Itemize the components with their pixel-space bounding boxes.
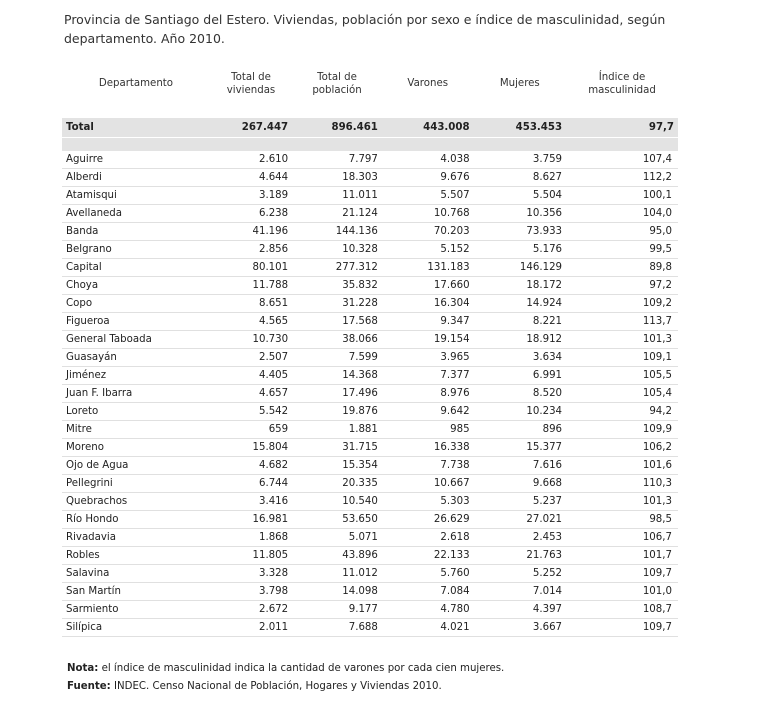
- viviendas-cell: 4.565: [210, 313, 292, 331]
- indice-cell: 101,6: [566, 457, 678, 475]
- viviendas-cell: 2.507: [210, 349, 292, 367]
- mujeres-cell: 10.234: [474, 403, 566, 421]
- table-row: [62, 457, 678, 475]
- table-row: [62, 295, 678, 313]
- table-row: [62, 403, 678, 421]
- header-row: [62, 61, 678, 106]
- varones-cell: 17.660: [382, 277, 474, 295]
- poblacion-cell: 14.098: [292, 583, 382, 601]
- poblacion-cell: 7.599: [292, 349, 382, 367]
- header-line: Total de: [317, 71, 357, 83]
- table-row: [62, 583, 678, 601]
- poblacion-cell: 5.071: [292, 529, 382, 547]
- table-row: [62, 475, 678, 493]
- viviendas-cell: 8.651: [210, 295, 292, 313]
- table-row: [62, 205, 678, 223]
- departamento-cell: Juan F. Ibarra: [62, 385, 210, 403]
- mujeres-cell: 7.616: [474, 457, 566, 475]
- indice-cell: 105,4: [566, 385, 678, 403]
- viviendas-cell: 80.101: [210, 259, 292, 277]
- departamento-cell: Alberdi: [62, 169, 210, 187]
- source-line: [67, 678, 504, 696]
- departamento-cell: Río Hondo: [62, 511, 210, 529]
- departamento-cell: Mitre: [62, 421, 210, 439]
- departamento-cell: Aguirre: [62, 151, 210, 169]
- varones-cell: 2.618: [382, 529, 474, 547]
- varones-cell: 7.738: [382, 457, 474, 475]
- varones-cell: 5.303: [382, 493, 474, 511]
- indice-cell: 104,0: [566, 205, 678, 223]
- viviendas-cell: 4.405: [210, 367, 292, 385]
- varones-cell: 16.304: [382, 295, 474, 313]
- mujeres-cell: 7.014: [474, 583, 566, 601]
- viviendas-cell: 2.672: [210, 601, 292, 619]
- departamento-cell: Guasayán: [62, 349, 210, 367]
- varones-cell: 131.183: [382, 259, 474, 277]
- header-total-poblacion: [292, 61, 382, 106]
- poblacion-cell: 43.896: [292, 547, 382, 565]
- indice-cell: 97,2: [566, 277, 678, 295]
- table-row: [62, 169, 678, 187]
- viviendas-cell: 6.744: [210, 475, 292, 493]
- table-row: [62, 349, 678, 367]
- varones-cell: 5.507: [382, 187, 474, 205]
- table-row: [62, 493, 678, 511]
- viviendas-cell: 2.011: [210, 619, 292, 637]
- indice-cell: 109,1: [566, 349, 678, 367]
- mujeres-cell: 10.356: [474, 205, 566, 223]
- indice-cell: 106,7: [566, 529, 678, 547]
- mujeres-cell: 2.453: [474, 529, 566, 547]
- varones-cell: 7.377: [382, 367, 474, 385]
- table-row: [62, 151, 678, 169]
- indice-cell: 110,3: [566, 475, 678, 493]
- viviendas-cell: 5.542: [210, 403, 292, 421]
- varones-cell: 10.667: [382, 475, 474, 493]
- indice-cell: 109,7: [566, 619, 678, 637]
- varones-cell: 19.154: [382, 331, 474, 349]
- poblacion-cell: 17.568: [292, 313, 382, 331]
- poblacion-cell: 31.228: [292, 295, 382, 313]
- viviendas-cell: 6.238: [210, 205, 292, 223]
- departamento-cell: Pellegrini: [62, 475, 210, 493]
- poblacion-cell: 1.881: [292, 421, 382, 439]
- poblacion-cell: 20.335: [292, 475, 382, 493]
- header-varones: Varones: [407, 78, 449, 89]
- table-row: [62, 565, 678, 583]
- indice-cell: 94,2: [566, 403, 678, 421]
- indice-cell: 107,4: [566, 151, 678, 169]
- table-row: [62, 385, 678, 403]
- mujeres-cell: 5.252: [474, 565, 566, 583]
- mujeres-cell: 18.172: [474, 277, 566, 295]
- varones-cell: 4.021: [382, 619, 474, 637]
- poblacion-cell: 10.328: [292, 241, 382, 259]
- viviendas-cell: 4.682: [210, 457, 292, 475]
- varones-cell: 4.038: [382, 151, 474, 169]
- poblacion-cell: 17.496: [292, 385, 382, 403]
- header-line: Índice de: [598, 71, 646, 83]
- viviendas-cell: 3.189: [210, 187, 292, 205]
- header-indice-masculinidad: [566, 61, 678, 106]
- table-row: [62, 601, 678, 619]
- header-total-viviendas: [210, 61, 292, 106]
- poblacion-cell: 11.011: [292, 187, 382, 205]
- departamento-cell: Atamisqui: [62, 187, 210, 205]
- viviendas-cell: 41.196: [210, 223, 292, 241]
- indice-cell: 113,7: [566, 313, 678, 331]
- mujeres-cell: 8.627: [474, 169, 566, 187]
- indice-cell: 101,0: [566, 583, 678, 601]
- mujeres-cell: 8.221: [474, 313, 566, 331]
- mujeres-cell: 3.759: [474, 151, 566, 169]
- departamento-cell: Jiménez: [62, 367, 210, 385]
- varones-cell: 5.152: [382, 241, 474, 259]
- departamento-cell: Moreno: [62, 439, 210, 457]
- varones-cell: 9.347: [382, 313, 474, 331]
- table-row: [62, 313, 678, 331]
- departamento-cell: Ojo de Agua: [62, 457, 210, 475]
- poblacion-cell: 7.797: [292, 151, 382, 169]
- varones-cell: 26.629: [382, 511, 474, 529]
- table-row: [62, 529, 678, 547]
- note-label: Nota:: [67, 663, 99, 674]
- departamento-cell: Avellaneda: [62, 205, 210, 223]
- indice-cell: 101,3: [566, 493, 678, 511]
- varones-cell: 3.965: [382, 349, 474, 367]
- table-row: [62, 259, 678, 277]
- table-row: [62, 367, 678, 385]
- total-poblacion: 896.461: [292, 118, 382, 138]
- mujeres-cell: 5.237: [474, 493, 566, 511]
- indice-cell: 100,1: [566, 187, 678, 205]
- mujeres-cell: 5.504: [474, 187, 566, 205]
- indice-cell: 112,2: [566, 169, 678, 187]
- indice-cell: 105,5: [566, 367, 678, 385]
- indice-cell: 99,5: [566, 241, 678, 259]
- table-row: [62, 277, 678, 295]
- viviendas-cell: 2.856: [210, 241, 292, 259]
- total-indice: 97,7: [566, 118, 678, 138]
- viviendas-cell: 11.788: [210, 277, 292, 295]
- viviendas-cell: 4.644: [210, 169, 292, 187]
- indice-cell: 109,9: [566, 421, 678, 439]
- viviendas-cell: 659: [210, 421, 292, 439]
- table-row: [62, 439, 678, 457]
- departamento-cell: Copo: [62, 295, 210, 313]
- table-row: [62, 511, 678, 529]
- mujeres-cell: 6.991: [474, 367, 566, 385]
- varones-cell: 22.133: [382, 547, 474, 565]
- indice-cell: 108,7: [566, 601, 678, 619]
- indice-cell: 101,7: [566, 547, 678, 565]
- indice-cell: 101,3: [566, 331, 678, 349]
- mujeres-cell: 27.021: [474, 511, 566, 529]
- table-row: [62, 619, 678, 637]
- table-row: [62, 421, 678, 439]
- poblacion-cell: 18.303: [292, 169, 382, 187]
- total-row: [62, 118, 678, 138]
- total-varones: 443.008: [382, 118, 474, 138]
- departamento-cell: Rivadavia: [62, 529, 210, 547]
- departamento-cell: Capital: [62, 259, 210, 277]
- poblacion-cell: 21.124: [292, 205, 382, 223]
- poblacion-cell: 15.354: [292, 457, 382, 475]
- table-title: Provincia de Santiago del Estero. Viviendas, población por sexo e índice de masculinidad, según departamento. Año 2010.: [64, 12, 666, 46]
- varones-cell: 10.768: [382, 205, 474, 223]
- indice-cell: 109,7: [566, 565, 678, 583]
- departamento-cell: Silípica: [62, 619, 210, 637]
- mujeres-cell: 9.668: [474, 475, 566, 493]
- varones-cell: 70.203: [382, 223, 474, 241]
- table-row: [62, 547, 678, 565]
- viviendas-cell: 3.798: [210, 583, 292, 601]
- varones-cell: 4.780: [382, 601, 474, 619]
- total-mujeres: 453.453: [474, 118, 566, 138]
- varones-cell: 8.976: [382, 385, 474, 403]
- viviendas-cell: 10.730: [210, 331, 292, 349]
- poblacion-cell: 277.312: [292, 259, 382, 277]
- poblacion-cell: 10.540: [292, 493, 382, 511]
- mujeres-cell: 15.377: [474, 439, 566, 457]
- poblacion-cell: 31.715: [292, 439, 382, 457]
- mujeres-cell: 4.397: [474, 601, 566, 619]
- viviendas-cell: 3.328: [210, 565, 292, 583]
- source-label: Fuente:: [67, 681, 111, 692]
- footnotes: [67, 660, 504, 696]
- viviendas-cell: 16.981: [210, 511, 292, 529]
- departamento-cell: Belgrano: [62, 241, 210, 259]
- data-table: [62, 61, 678, 637]
- viviendas-cell: 3.416: [210, 493, 292, 511]
- departamento-cell: Loreto: [62, 403, 210, 421]
- mujeres-cell: 18.912: [474, 331, 566, 349]
- indice-cell: 98,5: [566, 511, 678, 529]
- mujeres-cell: 73.933: [474, 223, 566, 241]
- mujeres-cell: 146.129: [474, 259, 566, 277]
- mujeres-cell: 8.520: [474, 385, 566, 403]
- varones-cell: 16.338: [382, 439, 474, 457]
- poblacion-cell: 38.066: [292, 331, 382, 349]
- poblacion-cell: 144.136: [292, 223, 382, 241]
- total-viviendas: 267.447: [210, 118, 292, 138]
- varones-cell: 5.760: [382, 565, 474, 583]
- poblacion-cell: 35.832: [292, 277, 382, 295]
- indice-cell: 89,8: [566, 259, 678, 277]
- indice-cell: 106,2: [566, 439, 678, 457]
- varones-cell: 985: [382, 421, 474, 439]
- departamento-cell: San Martín: [62, 583, 210, 601]
- header-line: Total de: [231, 71, 271, 83]
- table-row: [62, 331, 678, 349]
- table-row: [62, 241, 678, 259]
- viviendas-cell: 11.805: [210, 547, 292, 565]
- mujeres-cell: 14.924: [474, 295, 566, 313]
- source-text: INDEC. Censo Nacional de Población, Hogares y Viviendas 2010.: [110, 681, 442, 692]
- header-line: masculinidad: [588, 84, 656, 96]
- note-text: el índice de masculinidad indica la cantidad de varones por cada cien mujeres.: [98, 663, 505, 674]
- total-label: Total: [62, 118, 210, 138]
- viviendas-cell: 15.804: [210, 439, 292, 457]
- departamento-cell: Banda: [62, 223, 210, 241]
- poblacion-cell: 14.368: [292, 367, 382, 385]
- departamento-cell: Salavina: [62, 565, 210, 583]
- indice-cell: 95,0: [566, 223, 678, 241]
- varones-cell: 9.676: [382, 169, 474, 187]
- mujeres-cell: 3.667: [474, 619, 566, 637]
- varones-cell: 7.084: [382, 583, 474, 601]
- viviendas-cell: 4.657: [210, 385, 292, 403]
- poblacion-cell: 9.177: [292, 601, 382, 619]
- departamento-cell: General Taboada: [62, 331, 210, 349]
- mujeres-cell: 3.634: [474, 349, 566, 367]
- header-departamento: Departamento: [98, 78, 174, 89]
- table-row: [62, 223, 678, 241]
- viviendas-cell: 1.868: [210, 529, 292, 547]
- mujeres-cell: 21.763: [474, 547, 566, 565]
- departamento-cell: Sarmiento: [62, 601, 210, 619]
- note-line: [67, 660, 504, 678]
- departamento-cell: Choya: [62, 277, 210, 295]
- poblacion-cell: 11.012: [292, 565, 382, 583]
- table-row: [62, 187, 678, 205]
- varones-cell: 9.642: [382, 403, 474, 421]
- indice-cell: 109,2: [566, 295, 678, 313]
- header-line: viviendas: [226, 84, 276, 96]
- mujeres-cell: 896: [474, 421, 566, 439]
- departamento-cell: Robles: [62, 547, 210, 565]
- departamento-cell: Figueroa: [62, 313, 210, 331]
- departamento-cell: Quebrachos: [62, 493, 210, 511]
- table-body: [62, 151, 678, 637]
- header-line: población: [312, 84, 362, 96]
- poblacion-cell: 53.650: [292, 511, 382, 529]
- poblacion-cell: 19.876: [292, 403, 382, 421]
- header-mujeres: Mujeres: [499, 78, 540, 89]
- viviendas-cell: 2.610: [210, 151, 292, 169]
- poblacion-cell: 7.688: [292, 619, 382, 637]
- mujeres-cell: 5.176: [474, 241, 566, 259]
